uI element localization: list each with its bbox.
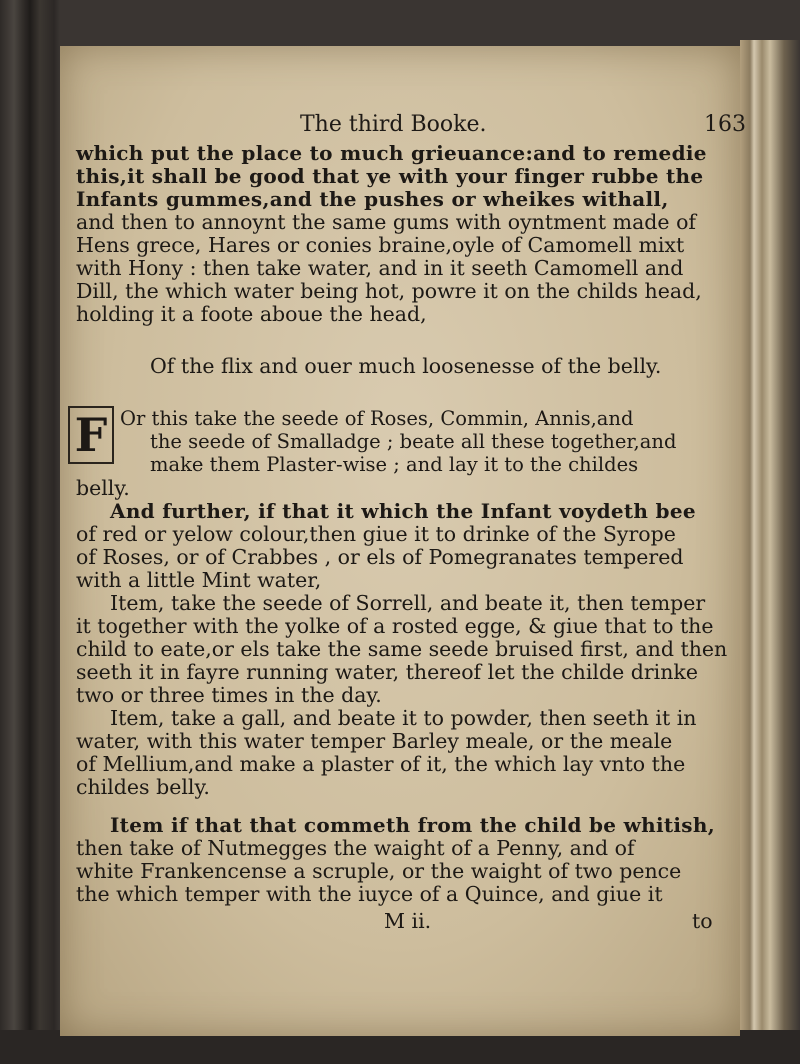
text-line: childes belly. — [76, 775, 210, 799]
text-line: of Roses, or of Crabbes , or els of Pomegranates tempered — [76, 545, 684, 569]
catchword: to — [692, 909, 713, 933]
text-line: Item, take a gall, and beate it to powder, then seeth it in — [110, 706, 697, 730]
text-line: and then to annoynt the same gums with oyntment made of — [76, 210, 696, 234]
text-line: which put the place to much grieuance:and to remedie — [76, 141, 707, 165]
running-title: The third Booke. — [300, 112, 487, 137]
drop-cap: F — [68, 406, 114, 464]
text-line: water, with this water temper Barley meale, or the meale — [76, 729, 673, 753]
text-line: child to eate,or els take the same seede bruised first, and then — [76, 637, 728, 661]
text-line: And further, if that it which the Infant voydeth bee — [110, 499, 696, 523]
signature-mark: M ii. — [384, 909, 432, 933]
section-heading: Of the flix and ouer much loosenesse of the belly. — [150, 354, 662, 378]
text-line: with Hony : then take water, and in it seeth Camomell and — [76, 256, 684, 280]
page-edge-decoration — [740, 40, 800, 1040]
text-line: of red or yelow colour,then giue it to drinke of the Syrope — [76, 522, 676, 546]
text-line: white Frankencense a scruple, or the waight of two pence — [76, 859, 682, 883]
text-line: of Mellium,and make a plaster of it, the which lay vnto the — [76, 752, 686, 776]
text-line: belly. — [76, 476, 130, 500]
text-line: Infants gummes,and the pushes or wheikes withall, — [76, 187, 669, 211]
text-line: the which temper with the iuyce of a Quince, and giue it — [76, 882, 663, 906]
text-line: make them Plaster-wise ; and lay it to the childes — [150, 453, 639, 476]
text-line: then take of Nutmegges the waight of a Penny, and of — [76, 836, 635, 860]
text-line: Hens grece, Hares or conies braine,oyle of Camomell mixt — [76, 233, 685, 257]
text-line: with a little Mint water, — [76, 568, 322, 592]
text-line: the seede of Smalladge ; beate all these together,and — [150, 430, 677, 453]
text-line: Dill, the which water being hot, powre it on the childs head, — [76, 279, 702, 303]
text-line: two or three times in the day. — [76, 683, 382, 707]
text-line: holding it a foote aboue the head, — [76, 302, 427, 326]
text-line: Item, take the seede of Sorrell, and beate it, then temper — [110, 591, 706, 615]
text-line: seeth it in fayre running water, thereof let the childe drinke — [76, 660, 698, 684]
text-line: this,it shall be good that ye with your finger rubbe the — [76, 164, 704, 188]
text-line: Item if that that commeth from the child be whitish, — [110, 813, 715, 837]
page-number: 163 — [704, 112, 746, 137]
text-line: it together with the yolke of a rosted egge, & giue that to the — [76, 614, 714, 638]
text-line: Or this take the seede of Roses, Commin, Annis,and — [120, 407, 634, 430]
